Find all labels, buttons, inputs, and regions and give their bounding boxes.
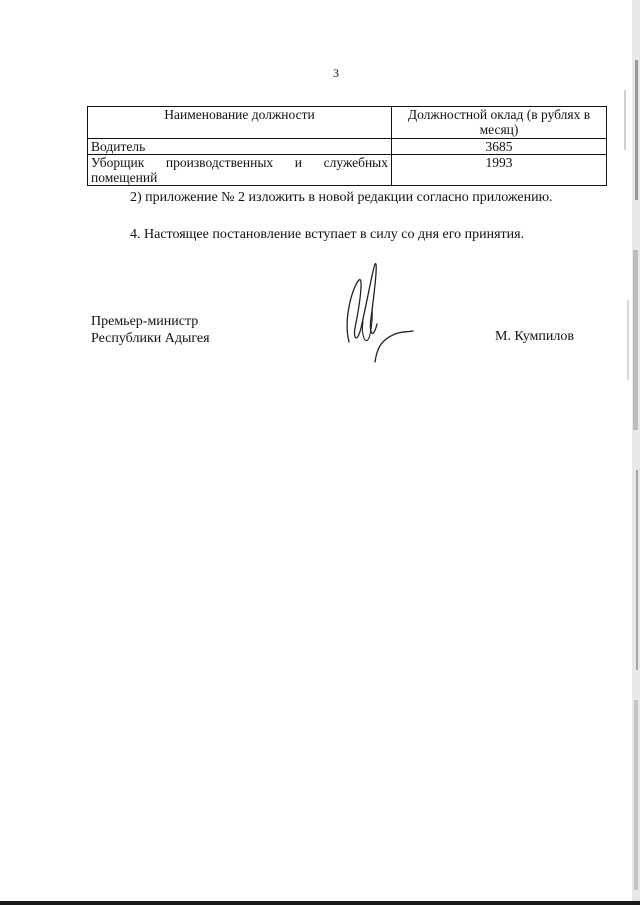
cell-position: Уборщик производственных и служебных помещений	[88, 155, 392, 186]
salary-table	[87, 106, 607, 186]
cell-salary: 1993	[392, 155, 607, 186]
cell-salary: 3685	[392, 139, 607, 155]
paragraph-item-2: 2) приложение № 2 изложить в новой редакции согласно приложению.	[130, 190, 553, 205]
scan-edge-noise	[618, 0, 640, 905]
signatory-title-line1: Премьер-министр	[91, 314, 199, 329]
paragraph-item-4: 4. Настоящее постановление вступает в силу со дня его принятия.	[130, 227, 525, 242]
table-header-row	[88, 107, 607, 139]
table-row	[88, 155, 607, 186]
signatory-title-line2: Республики Адыгея	[91, 331, 210, 346]
table-row	[88, 139, 607, 155]
scan-bottom-edge	[0, 901, 640, 905]
handwritten-signature	[335, 258, 425, 368]
signatory-title	[91, 313, 210, 347]
header-position: Наименование должности	[88, 107, 392, 139]
header-salary: Должностной оклад (в рублях в месяц)	[392, 107, 607, 139]
signatory-name: М. Кумпилов	[495, 329, 574, 344]
page-number: 3	[333, 66, 339, 80]
cell-position: Водитель	[88, 139, 392, 155]
